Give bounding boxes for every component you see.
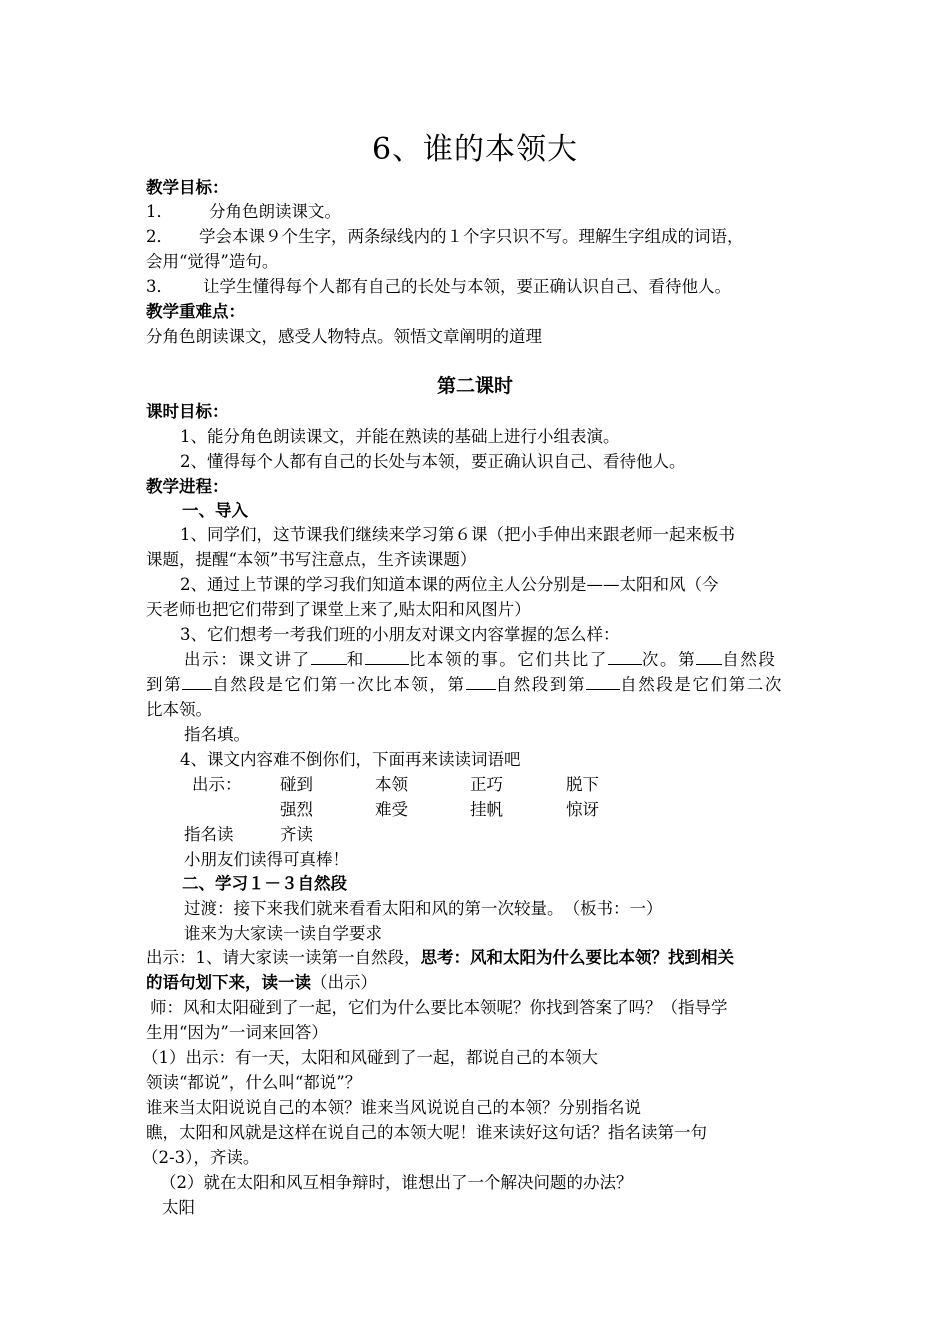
- paragraph-2a: 2、通过上节课的学习我们知道本课的两位主人公分别是——太阳和风（今: [180, 575, 719, 594]
- fill-instruction: 指名填。: [184, 725, 250, 744]
- fill-blank-line-1: [184, 648, 777, 672]
- goal-1-number: 1．: [146, 202, 173, 221]
- word-item: 挂帆: [470, 800, 503, 819]
- word-item: 碰到: [280, 775, 313, 794]
- heading-key-points: 教学重难点：: [146, 302, 245, 321]
- blank: [696, 648, 722, 665]
- teacher-line-b: 生用“因为”一词来回答）: [146, 1023, 328, 1042]
- sun-line: 太阳: [162, 1198, 195, 1217]
- word-item: 正巧: [470, 775, 503, 794]
- lesson-goal-2: 2、懂得每个人都有自己的长处与本领，要正确认识自己、看待他人。: [180, 452, 686, 471]
- question-1: （1）出示：有一天，太阳和风碰到了一起，都说自己的本领大: [142, 1048, 598, 1067]
- lead-read-line: 领读“都说”，什么叫“都说”？: [146, 1073, 362, 1092]
- section-2-heading: 二、学习１－３自然段: [182, 874, 347, 893]
- goal-1: [146, 200, 341, 224]
- read-named: 指名读: [184, 825, 234, 844]
- word-item: 惊讶: [566, 800, 599, 819]
- word-item: 本领: [375, 775, 408, 794]
- fill-blank-line-2: [146, 673, 783, 697]
- blank: [311, 648, 347, 665]
- praise-line: 小朋友们读得可真棒！: [184, 850, 349, 869]
- fill-blank-text: 自然段: [722, 650, 777, 669]
- goal-2-continued: 会用“觉得”造句。: [146, 252, 279, 271]
- paragraph-1b: 课题，提醒“本领”书写注意点，生齐读课题）: [146, 550, 477, 569]
- question-2: （2）就在太阳和风互相争辩时，谁想出了一个解决问题的办法？: [160, 1173, 633, 1192]
- blank: [182, 673, 212, 690]
- fill-blank-text: 出示：课文讲了: [184, 650, 311, 669]
- fill-blank-text: 自然段是它们第一次比本领，第: [212, 675, 466, 694]
- requirement-text: （出示）: [311, 973, 377, 992]
- words-label: 出示：: [192, 775, 242, 794]
- teacher-line-a: 师：风和太阳碰到了一起，它们为什么要比本领呢？你找到答案了吗？（指导学: [150, 998, 728, 1017]
- blank: [586, 673, 620, 690]
- goal-3: [146, 275, 731, 299]
- fill-blank-text: 次。第: [641, 650, 697, 669]
- fill-blank-text: 到第: [146, 675, 183, 694]
- fill-blank-text: 比本领的事。它们共比了: [408, 650, 608, 669]
- goal-3-number: 3．: [146, 277, 173, 296]
- paragraph-3: 3、它们想考一考我们班的小朋友对课文内容掌握的怎么样：: [180, 625, 620, 644]
- look-line-b: （2-3），齐读。: [142, 1148, 260, 1167]
- paragraph-2b: 天老师也把它们带到了课堂上来了,贴太阳和风图片）: [146, 600, 531, 619]
- lesson-goal-1: 1、能分角色朗读课文，并能在熟读的基础上进行小组表演。: [180, 427, 620, 446]
- who-sun-line: 谁来当太阳说说自己的本领？谁来当风说说自己的本领？分别指名说: [146, 1098, 641, 1117]
- who-reads-line: 谁来为大家读一读自学要求: [184, 924, 382, 943]
- page-title: 6、谁的本领大: [371, 132, 579, 167]
- requirement-line-1: [146, 946, 734, 970]
- goal-2-text: 学会本课９个生字，两条绿线内的１个字只识不写。理解生字组成的词语，: [199, 227, 744, 246]
- requirement-line-2: [146, 971, 377, 995]
- fill-blank-text: 自然段到第: [495, 675, 587, 694]
- requirement-emphasis: 思考：风和太阳为什么要比本领？找到相关: [420, 948, 734, 967]
- blank: [466, 673, 496, 690]
- fill-blank-line-3: 比本领。: [146, 700, 212, 719]
- word-item: 难受: [375, 800, 408, 819]
- paragraph-4: 4、课文内容难不倒你们，下面再来读读词语吧: [180, 750, 521, 769]
- goal-3-text: 让学生懂得每个人都有自己的长处与本领，要正确认识自己、看待他人。: [203, 277, 731, 296]
- blank: [365, 648, 409, 665]
- blank: [608, 648, 642, 665]
- requirement-text: 出示：1、请大家读一读第一自然段，: [146, 948, 421, 967]
- lesson-title: 第二课时: [436, 375, 513, 397]
- key-points-text: 分角色朗读课文，感受人物特点。领悟文章阐明的道理: [146, 327, 542, 346]
- section-1-heading: 一、导入: [182, 501, 248, 520]
- look-line-a: 瞧，太阳和风就是这样在说自己的本领大呢！谁来读好这句话？指名读第一句: [146, 1123, 707, 1142]
- paragraph-1a: 1、同学们，这节课我们继续来学习第６课（把小手伸出来跟老师一起来板书: [180, 525, 735, 544]
- goal-1-text: 分角色朗读课文。: [209, 202, 341, 221]
- fill-blank-text: 自然段是它们第二次: [620, 675, 784, 694]
- word-item: 强烈: [280, 800, 313, 819]
- requirement-emphasis: 的语句划下来，读一读: [146, 973, 311, 992]
- fill-blank-text: 和: [346, 650, 365, 669]
- goal-2-number: 2．: [146, 227, 173, 246]
- goal-2: [146, 225, 744, 249]
- word-item: 脱下: [566, 775, 599, 794]
- heading-teaching-goals: 教学目标：: [146, 178, 229, 197]
- transition-line: 过渡：接下来我们就来看看太阳和风的第一次较量。 （板书：一）: [184, 899, 663, 918]
- heading-teaching-process: 教学进程：: [146, 477, 229, 496]
- heading-lesson-goals: 课时目标：: [146, 402, 229, 421]
- read-together: 齐读: [280, 825, 313, 844]
